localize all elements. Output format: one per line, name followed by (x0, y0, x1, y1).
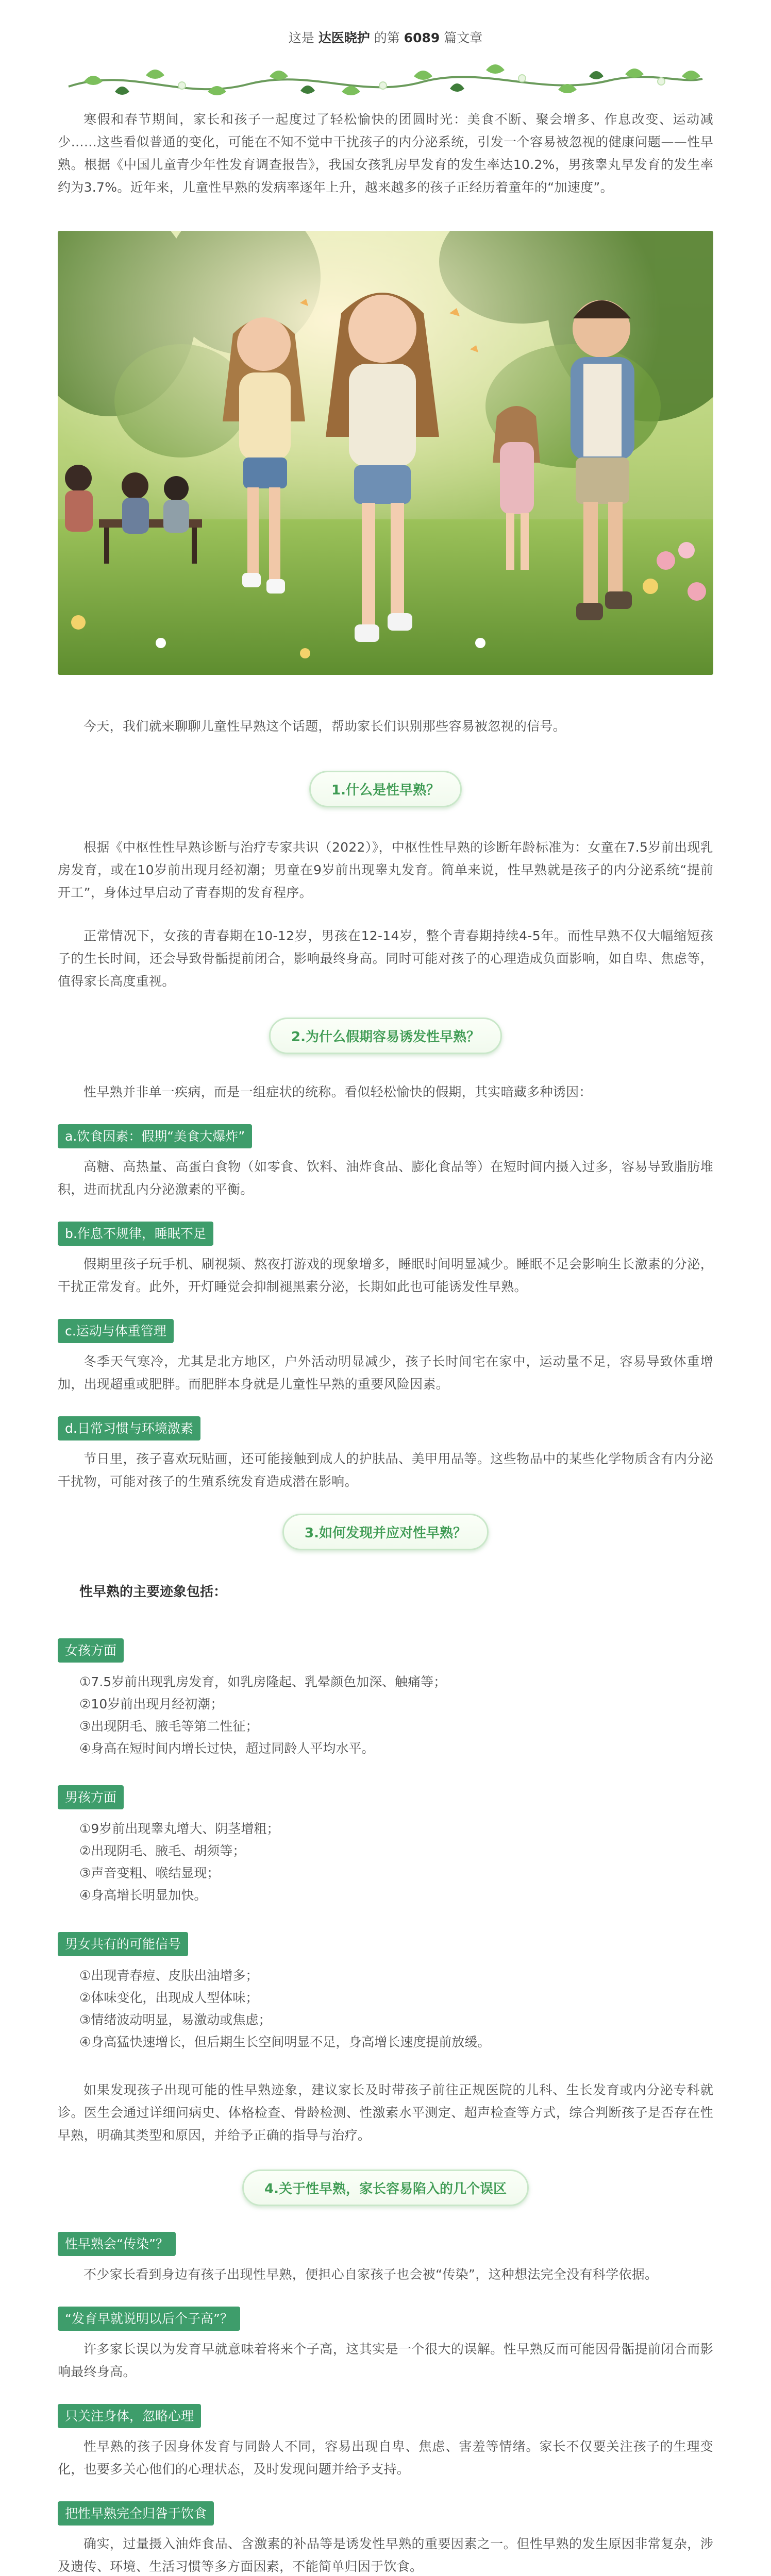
s2-item-a-tag: a.饮食因素：假期“美食大爆炸” (58, 1124, 252, 1148)
list-item: ②10岁前出现月经初潮； (79, 1697, 224, 1711)
s3-group-both-tag: 男女共有的可能信号 (58, 1932, 188, 1956)
list-item: ②出现阴毛、腋毛、胡须等； (79, 1843, 246, 1858)
s3-group-both (58, 1932, 713, 2053)
list-item: ④身高在短时间内增长过快，超过同龄人平均水平。 (79, 1741, 375, 1756)
s3-group-boys-tag: 男孩方面 (58, 1785, 124, 1809)
header-prefix: 这是 (288, 30, 314, 45)
s4-item-1-tag: 性早熟会“传染”？ (58, 2232, 176, 2256)
section-1-title: 1.什么是性早熟？ (309, 771, 462, 807)
list-item: ①7.5岁前出现乳房发育，如乳房隆起、乳晕颜色加深、触痛等； (79, 1674, 447, 1689)
s2-item-d-text: 节日里，孩子喜欢玩贴画，还可能接触到成人的护肤品、美甲用品等。这些物品中的某些化学物质含有内分泌干扰物，可能对孩子的生殖系统发育造成潜在影响。 (58, 1451, 713, 1489)
lead-paragraph: 今天，我们就来聊聊儿童性早熟这个话题，帮助家长们识别那些容易被忽视的信号。 (83, 719, 566, 734)
s4-item-3 (58, 2404, 713, 2481)
article-count-line (0, 0, 771, 56)
s2-item-b-text: 假期里孩子玩手机、刷视频、熬夜打游戏的现象增多，睡眠时间明显减少。睡眠不足会影响生长激素的分泌，干扰正常发育。此外，开灯睡觉会抑制褪黑素分泌，长期如此也可能诱发性早熟。 (58, 1257, 713, 1294)
s2-item-d-tag: d.日常习惯与环境激素 (58, 1416, 200, 1440)
intro-paragraph: 寒假和春节期间，家长和孩子一起度过了轻松愉快的团圆时光：美食不断、聚会增多、作息改变、运动减少……这些看似普通的变化，可能在不知不觉中干扰孩子的内分泌系统，引发一个容易被忽视的健康问题——性早熟。根据《中国儿童青少年性发育调查报告》，我国女孩乳房早发育的发生率达10.2%，男孩睾丸早发育的发生率约为3.7%。近年来，儿童性早熟的发病率逐年上升，越来越多的孩子正经历着童年的“加速度”。 (58, 112, 713, 195)
list-item: ③出现阴毛、腋毛等第二性征； (79, 1719, 259, 1734)
s2-item-c-tag: c.运动与体重管理 (58, 1319, 174, 1343)
s2-item-c-text: 冬季天气寒冷，尤其是北方地区，户外活动明显减少，孩子长时间宅在家中，运动量不足，容易导致体重增加，出现超重或肥胖。而肥胖本身就是儿童性早熟的重要风险因素。 (58, 1354, 713, 1392)
header-suffix: 篇文章 (444, 30, 483, 45)
s3-group-girls-tag: 女孩方面 (58, 1638, 124, 1663)
s4-item-1 (58, 2232, 713, 2286)
s3-signs-label: 性早熟的主要迹象包括： (79, 1584, 227, 1600)
list-item: ①出现青春痘、皮肤出油增多； (79, 1968, 259, 1983)
s4-item-3-tag: 只关注身体，忽略心理 (58, 2404, 201, 2428)
s2-item-c (58, 1319, 713, 1396)
list-item: ④身高增长明显加快。 (79, 1888, 207, 1903)
s3-advice: 如果发现孩子出现可能的性早熟迹象，建议家长及时带孩子前往正规医院的儿科、生长发育或内分泌专科就诊。医生会通过详细问病史、体格检查、骨龄检测、性激素水平测定、超声检查等方式，综合判断孩子是否存在性早熟，明确其类型和原因，并给予正确的指导与治疗。 (58, 2082, 713, 2143)
article-number: 6089 (404, 30, 440, 45)
s4-item-2-tag: “发育早就说明以后个子高”？ (58, 2307, 240, 2331)
s4-item-4-text: 确实，过量摄入油炸食品、含激素的补品等是诱发性早熟的重要因素之一。但性早熟的发生原因非常复杂，涉及遗传、环境、生活习惯等多方面因素，不能简单归因于饮食。 (58, 2536, 713, 2574)
s4-item-3-text: 性早熟的孩子因身体发育与同龄人不同，容易出现自卑、焦虑、害羞等情绪。家长不仅要关注孩子的生理变化，也要多关心他们的心理状态，及时发现问题并给予支持。 (58, 2439, 713, 2477)
s3-group-girls (58, 1638, 713, 1759)
s2-item-b-tag: b.作息不规律，睡眠不足 (58, 1222, 213, 1246)
list-item: ③情绪波动明显，易激动或焦虑； (79, 2012, 272, 2027)
list-item: ③声音变粗、喉结显现； (79, 1866, 220, 1880)
s2-item-a-text: 高糖、高热量、高蛋白食物（如零食、饮料、油炸食品、膨化食品等）在短时间内摄入过多，容易导致脂肪堆积，进而扰乱内分泌激素的平衡。 (58, 1159, 713, 1197)
s2-lead: 性早熟并非单一疾病，而是一组症状的统称。看似轻松愉快的假期，其实暗藏多种诱因： (83, 1084, 592, 1099)
children-park-photo (58, 231, 713, 675)
s4-item-4-tag: 把性早熟完全归咎于饮食 (58, 2501, 214, 2526)
section-2-title: 2.为什么假期容易诱发性早熟？ (269, 1018, 502, 1054)
s3-group-boys (58, 1785, 713, 1906)
list-item: ②体味变化，出现成人型体味； (79, 1990, 259, 2005)
list-item: ④身高猛快速增长，但后期生长空间明显不足，身高增长速度提前放缓。 (79, 2035, 491, 2049)
account-name[interactable]: 达医晓护 (318, 30, 370, 45)
vine-divider-icon (53, 56, 718, 107)
list-item: ①9岁前出现睾丸增大、阴茎增粗； (79, 1821, 280, 1836)
s4-item-2 (58, 2307, 713, 2383)
section-3-title: 3.如何发现并应对性早熟？ (282, 1514, 489, 1550)
section-4-title: 4.关于性早熟，家长容易陷入的几个误区 (242, 2170, 529, 2206)
header-middle: 的第 (374, 30, 400, 45)
s2-item-b (58, 1222, 713, 1298)
s4-item-4 (58, 2501, 713, 2576)
s1-paragraph-2: 正常情况下，女孩的青春期在10-12岁，男孩在12-14岁，整个青春期持续4-5年。而性早熟不仅大幅缩短孩子的生长时间，还会导致骨骺提前闭合，影响最终身高。同时可能对孩子的心理造成负面影响，如自卑、焦虑等，值得家长高度重视。 (58, 928, 713, 989)
s2-item-a (58, 1124, 713, 1201)
s1-paragraph-1: 根据《中枢性性早熟诊断与治疗专家共识（2022）》，中枢性性早熟的诊断年龄标准为：女童在7.5岁前出现乳房发育，或在10岁前出现月经初潮；男童在9岁前出现睾丸发育。简单来说，性早熟就是孩子的内分泌系统“提前开工”，身体过早启动了青春期的发育程序。 (58, 840, 713, 900)
s2-item-d (58, 1416, 713, 1493)
s4-item-1-text: 不少家长看到身边有孩子出现性早熟，便担心自家孩子也会被“传染”，这种想法完全没有科学依据。 (83, 2267, 658, 2282)
s4-item-2-text: 许多家长误以为发育早就意味着将来个子高，这其实是一个很大的误解。性早熟反而可能因骨骺提前闭合而影响最终身高。 (58, 2342, 713, 2379)
